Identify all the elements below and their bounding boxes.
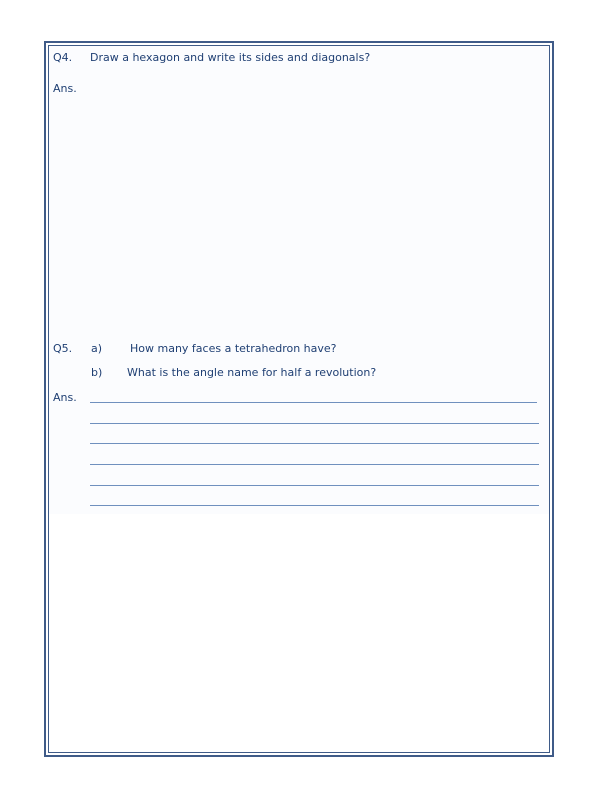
q4-number: Q4.	[53, 51, 73, 64]
answer-line[interactable]	[90, 485, 539, 486]
answer-line[interactable]	[90, 443, 539, 444]
q5-answer-label: Ans.	[53, 391, 77, 404]
answer-line[interactable]	[90, 505, 539, 506]
q4-answer-label: Ans.	[53, 82, 77, 95]
q5-number: Q5.	[53, 342, 73, 355]
q5-part-a-question: How many faces a tetrahedron have?	[130, 342, 337, 355]
answer-line[interactable]	[90, 423, 539, 424]
q5-part-a-label: a)	[91, 342, 103, 355]
answer-line[interactable]	[90, 402, 537, 403]
q5-part-b-label: b)	[91, 366, 103, 379]
q4-question: Draw a hexagon and write its sides and diagonals?	[90, 51, 371, 64]
q5-part-b-question: What is the angle name for half a revolution?	[127, 366, 377, 379]
answer-line[interactable]	[90, 464, 539, 465]
